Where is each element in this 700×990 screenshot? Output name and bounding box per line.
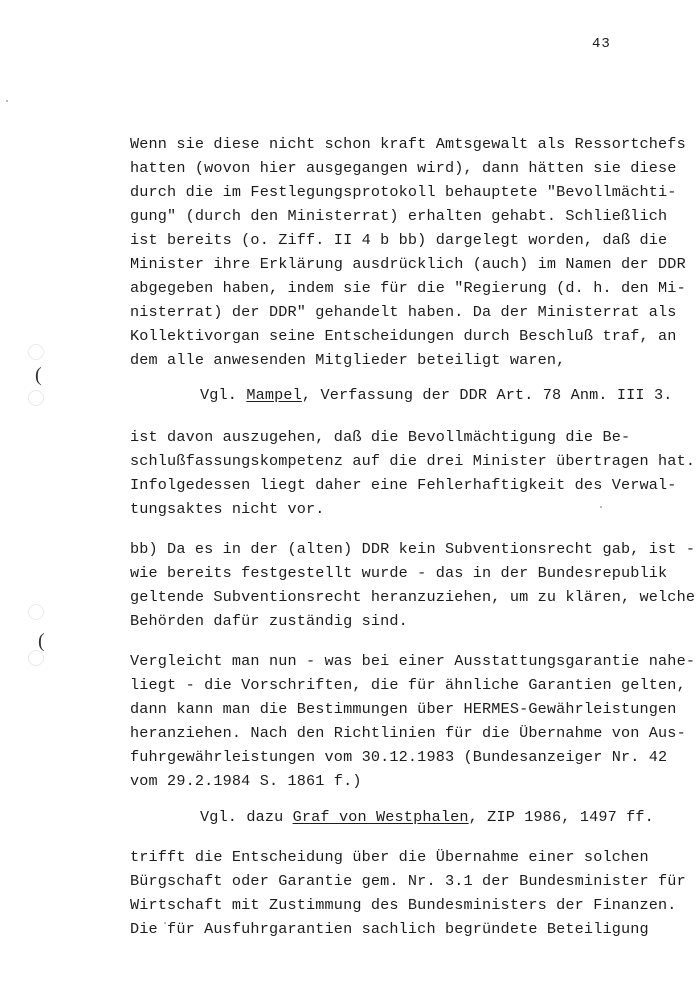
citation-prefix: Vgl. dazu [200,808,293,826]
citation-prefix: Vgl. [200,386,247,404]
text-line: ist davon auszugehen, daß die Bevollmächtigung die Be- [130,428,631,446]
punch-hole-artifact [28,344,44,360]
text-line: trifft die Entscheidung über die Übernahme einer solchen [130,848,649,866]
text-line: Bürgschaft oder Garantie gem. Nr. 3.1 der Bundesminister für [130,872,686,890]
text-line: liegt - die Vorschriften, die für ähnliche Garantien gelten, [130,676,686,694]
text-line: gung" (durch den Ministerrat) erhalten gehabt. Schließlich [130,207,668,225]
text-line: ist bereits (o. Ziff. II 4 b bb) dargelegt worden, daß die [130,231,668,249]
text-line: dem alle anwesenden Mitglieder beteiligt waren, [130,351,566,369]
citation-author: Mampel [246,386,302,404]
text-line: bb) Da es in der (alten) DDR kein Subventionsrecht gab, ist - [130,540,696,558]
text-line: tungsaktes nicht vor. [130,500,325,518]
punch-hole-artifact [28,390,44,406]
citation-graf-von-westphalen [200,805,654,829]
text-line: Die für Ausfuhrgarantien sachlich begründete Beteiligung [130,920,649,938]
text-line: Behörden dafür zuständig sind. [130,612,408,630]
punch-hole-artifact [28,604,44,620]
text-line: heranziehen. Nach den Richtlinien für die Übernahme von Aus- [130,724,686,742]
text-line: Wenn sie diese nicht schon kraft Amtsgewalt als Ressortchefs [130,135,686,153]
citation-author: Graf von Westphalen [292,808,469,826]
text-line: nisterrat) der DDR" gehandelt haben. Da der Ministerrat als [130,303,677,321]
text-line: Kollektivorgan seine Entscheidungen durch Beschluß traf, an [130,327,677,345]
margin-mark: ( [35,364,42,386]
citation-mampel [200,383,672,407]
text-line: wie bereits festgestellt wurde - das in der Bundesrepublik [130,564,668,582]
page-number: 43 [592,36,611,52]
citation-rest: , ZIP 1986, 1497 ff. [468,808,654,826]
text-line: dann kann man die Bestimmungen über HERMES-Gewährleistungen [130,700,677,718]
text-line: abgegeben haben, indem sie für die "Regierung (d. h. den Mi- [130,279,686,297]
scan-speck [6,100,8,102]
citation-rest: , Verfassung der DDR Art. 78 Anm. III 3. [301,386,673,404]
text-line: Vergleicht man nun - was bei einer Ausstattungsgarantie nahe- [130,652,696,670]
text-line: Wirtschaft mit Zustimmung des Bundesministers der Finanzen. [130,896,677,914]
text-line: Infolgedessen liegt daher eine Fehlerhaftigkeit des Verwal- [130,476,677,494]
text-line: Minister ihre Erklärung ausdrücklich (auch) im Namen der DDR [130,255,686,273]
text-line: fuhrgewährleistungen vom 30.12.1983 (Bundesanzeiger Nr. 42 [130,748,668,766]
text-line: geltende Subventionsrecht heranzuziehen, um zu klären, welche [130,588,696,606]
text-line: hatten (wovon hier ausgegangen wird), dann hätten sie diese [130,159,677,177]
text-line: schlußfassungskompetenz auf die drei Minister übertragen hat. [130,452,696,470]
text-line: durch die im Festlegungsprotokoll behauptete "Bevollmächti- [130,183,677,201]
margin-mark: ( [38,630,45,652]
text-line: vom 29.2.1984 S. 1861 f.) [130,772,362,790]
